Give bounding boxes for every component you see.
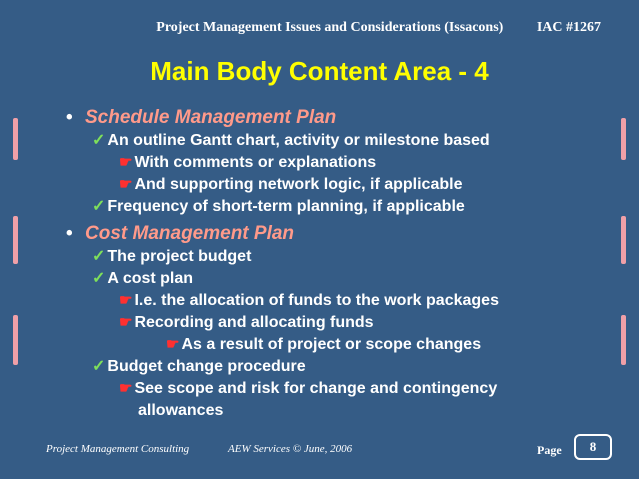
right-bar-bottom <box>621 315 626 365</box>
footer-left: Project Management Consulting <box>46 443 190 455</box>
outline-item <box>66 312 619 334</box>
pointing-hand-icon: ☛ <box>119 154 133 171</box>
outline-item-text: The project budget <box>107 248 252 265</box>
page-number-box <box>574 434 612 460</box>
outline-item-text: A cost plan <box>107 270 194 287</box>
checkmark-icon: ✓ <box>92 198 106 215</box>
outline-item <box>66 400 619 422</box>
outline-item <box>66 130 619 152</box>
outline-item <box>66 356 619 378</box>
page-label: Page <box>537 443 562 457</box>
outline-item-text: Frequency of short-term planning, if applicable <box>107 198 465 215</box>
outline-item <box>66 152 619 174</box>
checkmark-icon: ✓ <box>92 132 106 149</box>
outline-item-text: allowances <box>138 402 224 419</box>
outline-item-text: An outline Gantt chart, activity or milestone based <box>107 132 490 149</box>
outline-item-text: Recording and allocating funds <box>134 314 374 331</box>
left-bar-top <box>13 118 18 160</box>
outline-item-text: As a result of project or scope changes <box>181 336 482 353</box>
pointing-hand-icon: ☛ <box>119 314 133 331</box>
bullet-icon: • <box>66 223 73 244</box>
right-bar-mid <box>621 216 626 264</box>
header-code: IAC #1267 <box>536 20 601 35</box>
pointing-hand-icon: ☛ <box>119 292 133 309</box>
footer-center: AEW Services © June, 2006 <box>228 443 353 455</box>
header-subject: Project Management Issues and Considerations (Issacons) <box>156 20 504 35</box>
slide-content <box>66 106 619 422</box>
section-heading-text: Schedule Management Plan <box>85 107 337 128</box>
outline-item <box>66 174 619 196</box>
left-bar-mid <box>13 216 18 264</box>
checkmark-icon: ✓ <box>92 270 106 287</box>
page-number: 8 <box>589 439 597 454</box>
pointing-hand-icon: ☛ <box>119 176 133 193</box>
checkmark-icon: ✓ <box>92 248 106 265</box>
outline-item <box>66 196 619 218</box>
outline-item-text: See scope and risk for change and contingency <box>134 380 498 397</box>
outline-item <box>66 290 619 312</box>
section-heading <box>66 222 619 246</box>
slide-title: Main Body Content Area - 4 <box>150 56 489 86</box>
right-bar-top <box>621 118 626 160</box>
pointing-hand-icon: ☛ <box>119 380 133 397</box>
bullet-icon: • <box>66 107 73 128</box>
section-heading-text: Cost Management Plan <box>85 223 295 244</box>
outline-item-text: And supporting network logic, if applicable <box>134 176 463 193</box>
checkmark-icon: ✓ <box>92 358 106 375</box>
outline-item-text: Budget change procedure <box>107 358 306 375</box>
left-bar-bottom <box>13 315 18 365</box>
slide-header <box>156 20 601 36</box>
outline-item-text: With comments or explanations <box>134 154 377 171</box>
outline-item-text: I.e. the allocation of funds to the work packages <box>134 292 499 309</box>
outline-item <box>66 268 619 290</box>
outline-item <box>66 246 619 268</box>
section-heading <box>66 106 619 130</box>
pointing-hand-icon: ☛ <box>166 336 180 353</box>
outline-item <box>66 334 619 356</box>
outline-item <box>66 378 619 400</box>
